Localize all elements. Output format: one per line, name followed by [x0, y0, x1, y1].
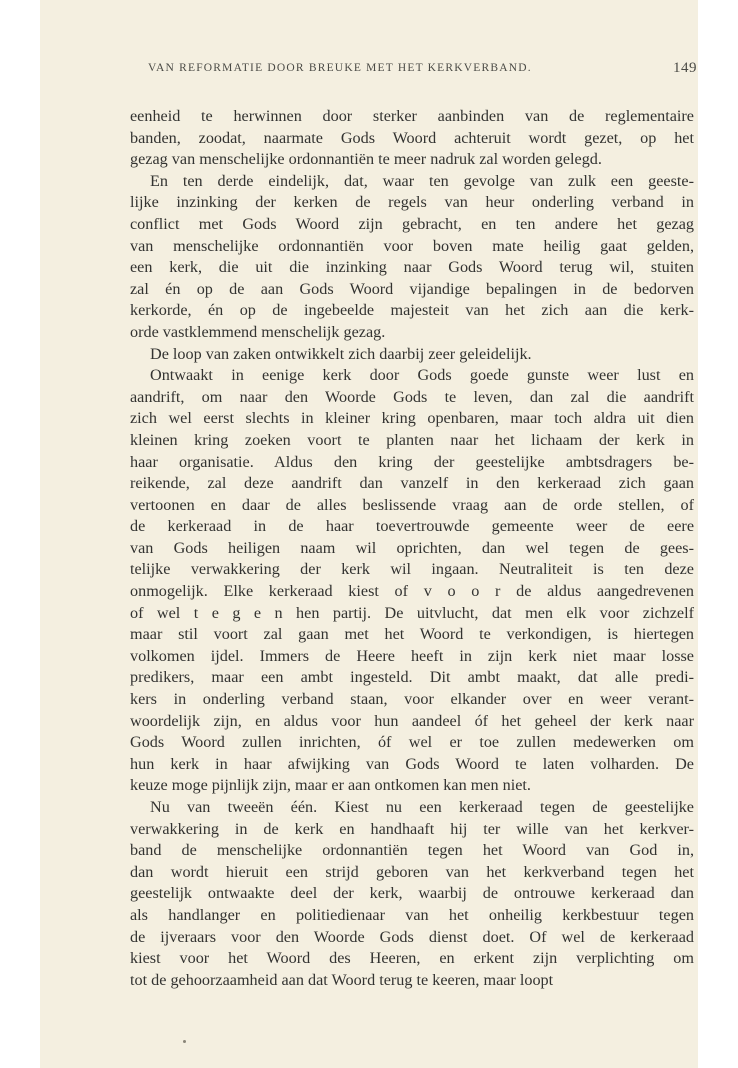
- text-line: haar organisatie. Aldus den kring der geestelijke ambtsdragers be-: [130, 452, 694, 471]
- paper-speck: [183, 1040, 186, 1043]
- text-line: de kerkeraad in de haar toevertrouwde gemeente weer de eere: [130, 517, 694, 536]
- text-line: van Gods heiligen naam wil oprichten, dan wel tegen de gees-: [130, 538, 694, 557]
- text-line: eenheid te herwinnen door sterker aanbinden van de reglementaire: [130, 107, 694, 125]
- text-line: orde vastklemmend menschelijk gezag.: [130, 322, 386, 341]
- text-line: woordelijk zijn, en aldus voor hun aandeel óf het geheel der kerk naar: [130, 711, 694, 730]
- text-line: zal én op de aan Gods Woord vijandige bepalingen in de bedorven: [130, 279, 694, 298]
- body-text: [130, 106, 694, 991]
- text-line: conflict met Gods Woord zijn gebracht, en ten andere het gezag: [130, 214, 694, 233]
- text-line: verwakkering in de kerk en handhaaft hij ter wille van het kerkver-: [130, 819, 694, 838]
- text-line: zich wel eerst slechts in kleiner kring openbaren, maar toch aldra uit dien: [130, 409, 694, 428]
- running-title: VAN REFORMATIE DOOR BREUKE MET HET KERKVERBAND.: [148, 62, 532, 74]
- text-line: volkomen ijdel. Immers de Heere heeft in zijn kerk niet maar losse: [130, 646, 694, 665]
- text-line: kiest voor het Woord des Heeren, en erkent zijn verplichting om: [130, 949, 694, 968]
- text-line: de ijveraars voor den Woorde Gods dienst doet. Of wel de kerkeraad: [130, 927, 694, 946]
- text-line: een kerk, die uit die inzinking naar Gods Woord terug wil, stuiten: [130, 258, 694, 277]
- text-line: tot de gehoorzaamheid aan dat Woord terug te keeren, maar loopt: [130, 970, 554, 989]
- text-line: hun kerk in haar afwijking van Gods Woord te laten volharden. De: [130, 754, 694, 773]
- text-line: lijke inzinking der kerken de regels van heur onderling verband in: [130, 193, 694, 212]
- text-line: predikers, maar een ambt ingesteld. Dit ambt maakt, dat alle predi-: [130, 668, 694, 687]
- text-line: kerkorde, én op de ingebeelde majesteit van het zich aan die kerk-: [130, 301, 694, 320]
- text-line: De loop van zaken ontwikkelt zich daarbij zeer geleidelijk.: [150, 344, 532, 363]
- text-line: keuze moge pijnlijk zijn, maar er aan ontkomen kan men niet.: [130, 776, 531, 795]
- text-line: kers in onderling verband staan, voor elkander over en weer verant-: [130, 690, 694, 709]
- text-line: Nu van tweeën één. Kiest nu een kerkeraad tegen de geestelijke: [150, 798, 694, 816]
- text-line: vertoonen en daar de alles beslissende vraag aan de orde stellen, of: [130, 495, 694, 514]
- text-line: band de menschelijke ordonnantiën tegen het Woord van God in,: [130, 841, 694, 860]
- text-line: Gods Woord zullen inrichten, óf wel er toe zullen medewerken om: [130, 733, 694, 752]
- book-page: [40, 0, 698, 1068]
- text-line: telijke verwakkering der kerk wil ingaan. Neutraliteit is ten deze: [130, 560, 694, 579]
- text-line: onmogelijk. Elke kerkeraad kiest of v o o r de aldus aangedrevenen: [130, 582, 694, 601]
- text-line: of wel t e g e n hen partij. De uitvlucht, dat men elk voor zichzelf: [130, 603, 694, 622]
- text-line: kleinen kring zoeken voort te planten naar het lichaam der kerk in: [130, 430, 694, 449]
- text-line: En ten derde eindelijk, dat, waar ten gevolge van zulk een geeste-: [150, 171, 694, 190]
- text-line: geestelijk ontwaakte deel der kerk, waarbij de ontrouwe kerkeraad dan: [130, 884, 694, 903]
- page-number: 149: [673, 60, 697, 76]
- text-line: Ontwaakt in eenige kerk door Gods goede gunste weer lust en: [150, 366, 694, 385]
- text-line: maar stil voort zal gaan met het Woord te verkondigen, is hiertegen: [130, 625, 694, 644]
- text-line: banden, zoodat, naarmate Gods Woord achteruit wordt gezet, op het: [130, 128, 694, 147]
- text-line: als handlanger en politiedienaar van het onheilig kerkbestuur tegen: [130, 905, 694, 924]
- text-line: aandrift, om naar den Woorde Gods te leven, dan zal die aandrift: [130, 387, 694, 406]
- text-line: dan wordt hieruit een strijd geboren van het kerkverband tegen het: [130, 862, 694, 881]
- text-line: reikende, zal deze aandrift dan vanzelf in den kerkeraad zich gaan: [130, 474, 694, 493]
- text-line: gezag van menschelijke ordonnantiën te meer nadruk zal worden gelegd.: [130, 150, 602, 169]
- text-line: van menschelijke ordonnantiën voor boven mate heilig gaat gelden,: [130, 236, 694, 255]
